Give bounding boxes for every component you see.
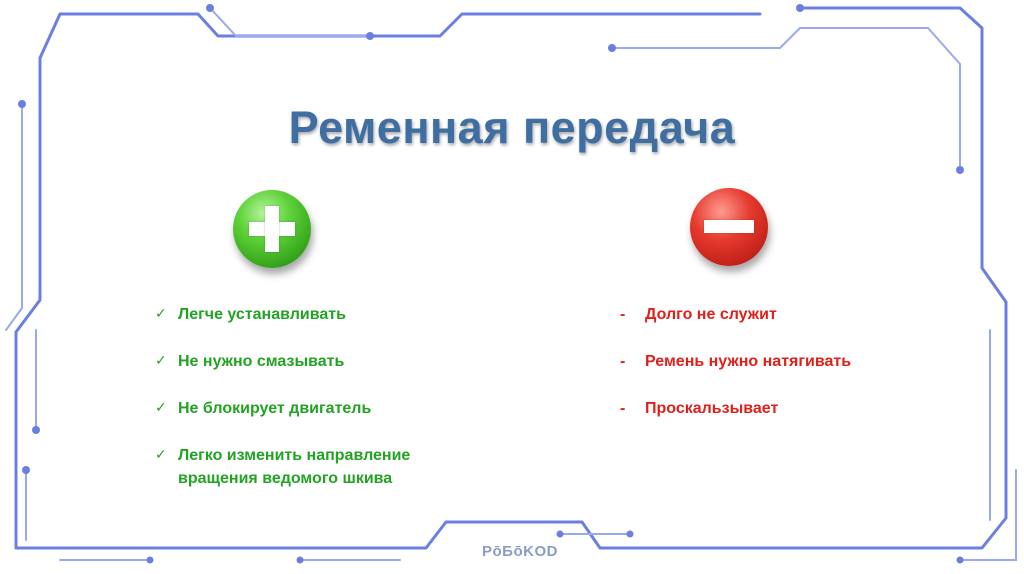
list-item bbox=[155, 303, 515, 326]
disadvantage-text: Долго не служит bbox=[645, 306, 777, 323]
list-item bbox=[155, 350, 515, 373]
check-icon: ✓ bbox=[155, 447, 167, 463]
dash-bullet: - bbox=[620, 400, 626, 417]
list-item bbox=[620, 303, 980, 326]
advantage-text: Не блокирует двигатель bbox=[178, 400, 372, 417]
plus-icon-vertical-bar bbox=[265, 206, 279, 252]
disadvantage-text: Проскальзывает bbox=[645, 400, 779, 417]
advantage-text: Легче устанавливать bbox=[178, 306, 346, 323]
plus-icon bbox=[233, 190, 311, 268]
dash-bullet: - bbox=[620, 306, 626, 323]
advantages-list bbox=[155, 303, 515, 514]
page-title: Ременная передача bbox=[288, 102, 736, 153]
minus-icon bbox=[690, 188, 768, 266]
footer-logo: РōБōKOD bbox=[482, 543, 558, 560]
dash-bullet: - bbox=[620, 353, 626, 370]
check-icon: ✓ bbox=[155, 400, 167, 416]
minus-icon-bar bbox=[704, 220, 754, 233]
advantage-text: Не нужно смазывать bbox=[178, 353, 345, 370]
list-item bbox=[155, 397, 515, 420]
check-icon: ✓ bbox=[155, 353, 167, 369]
list-item bbox=[155, 444, 488, 490]
list-item bbox=[620, 397, 980, 420]
disadvantage-text: Ремень нужно натягивать bbox=[645, 353, 852, 370]
list-item bbox=[620, 350, 980, 373]
disadvantages-list bbox=[620, 303, 980, 444]
advantage-text: Легко изменить направление вращения ведомого шкива bbox=[178, 447, 411, 487]
check-icon: ✓ bbox=[155, 306, 167, 322]
